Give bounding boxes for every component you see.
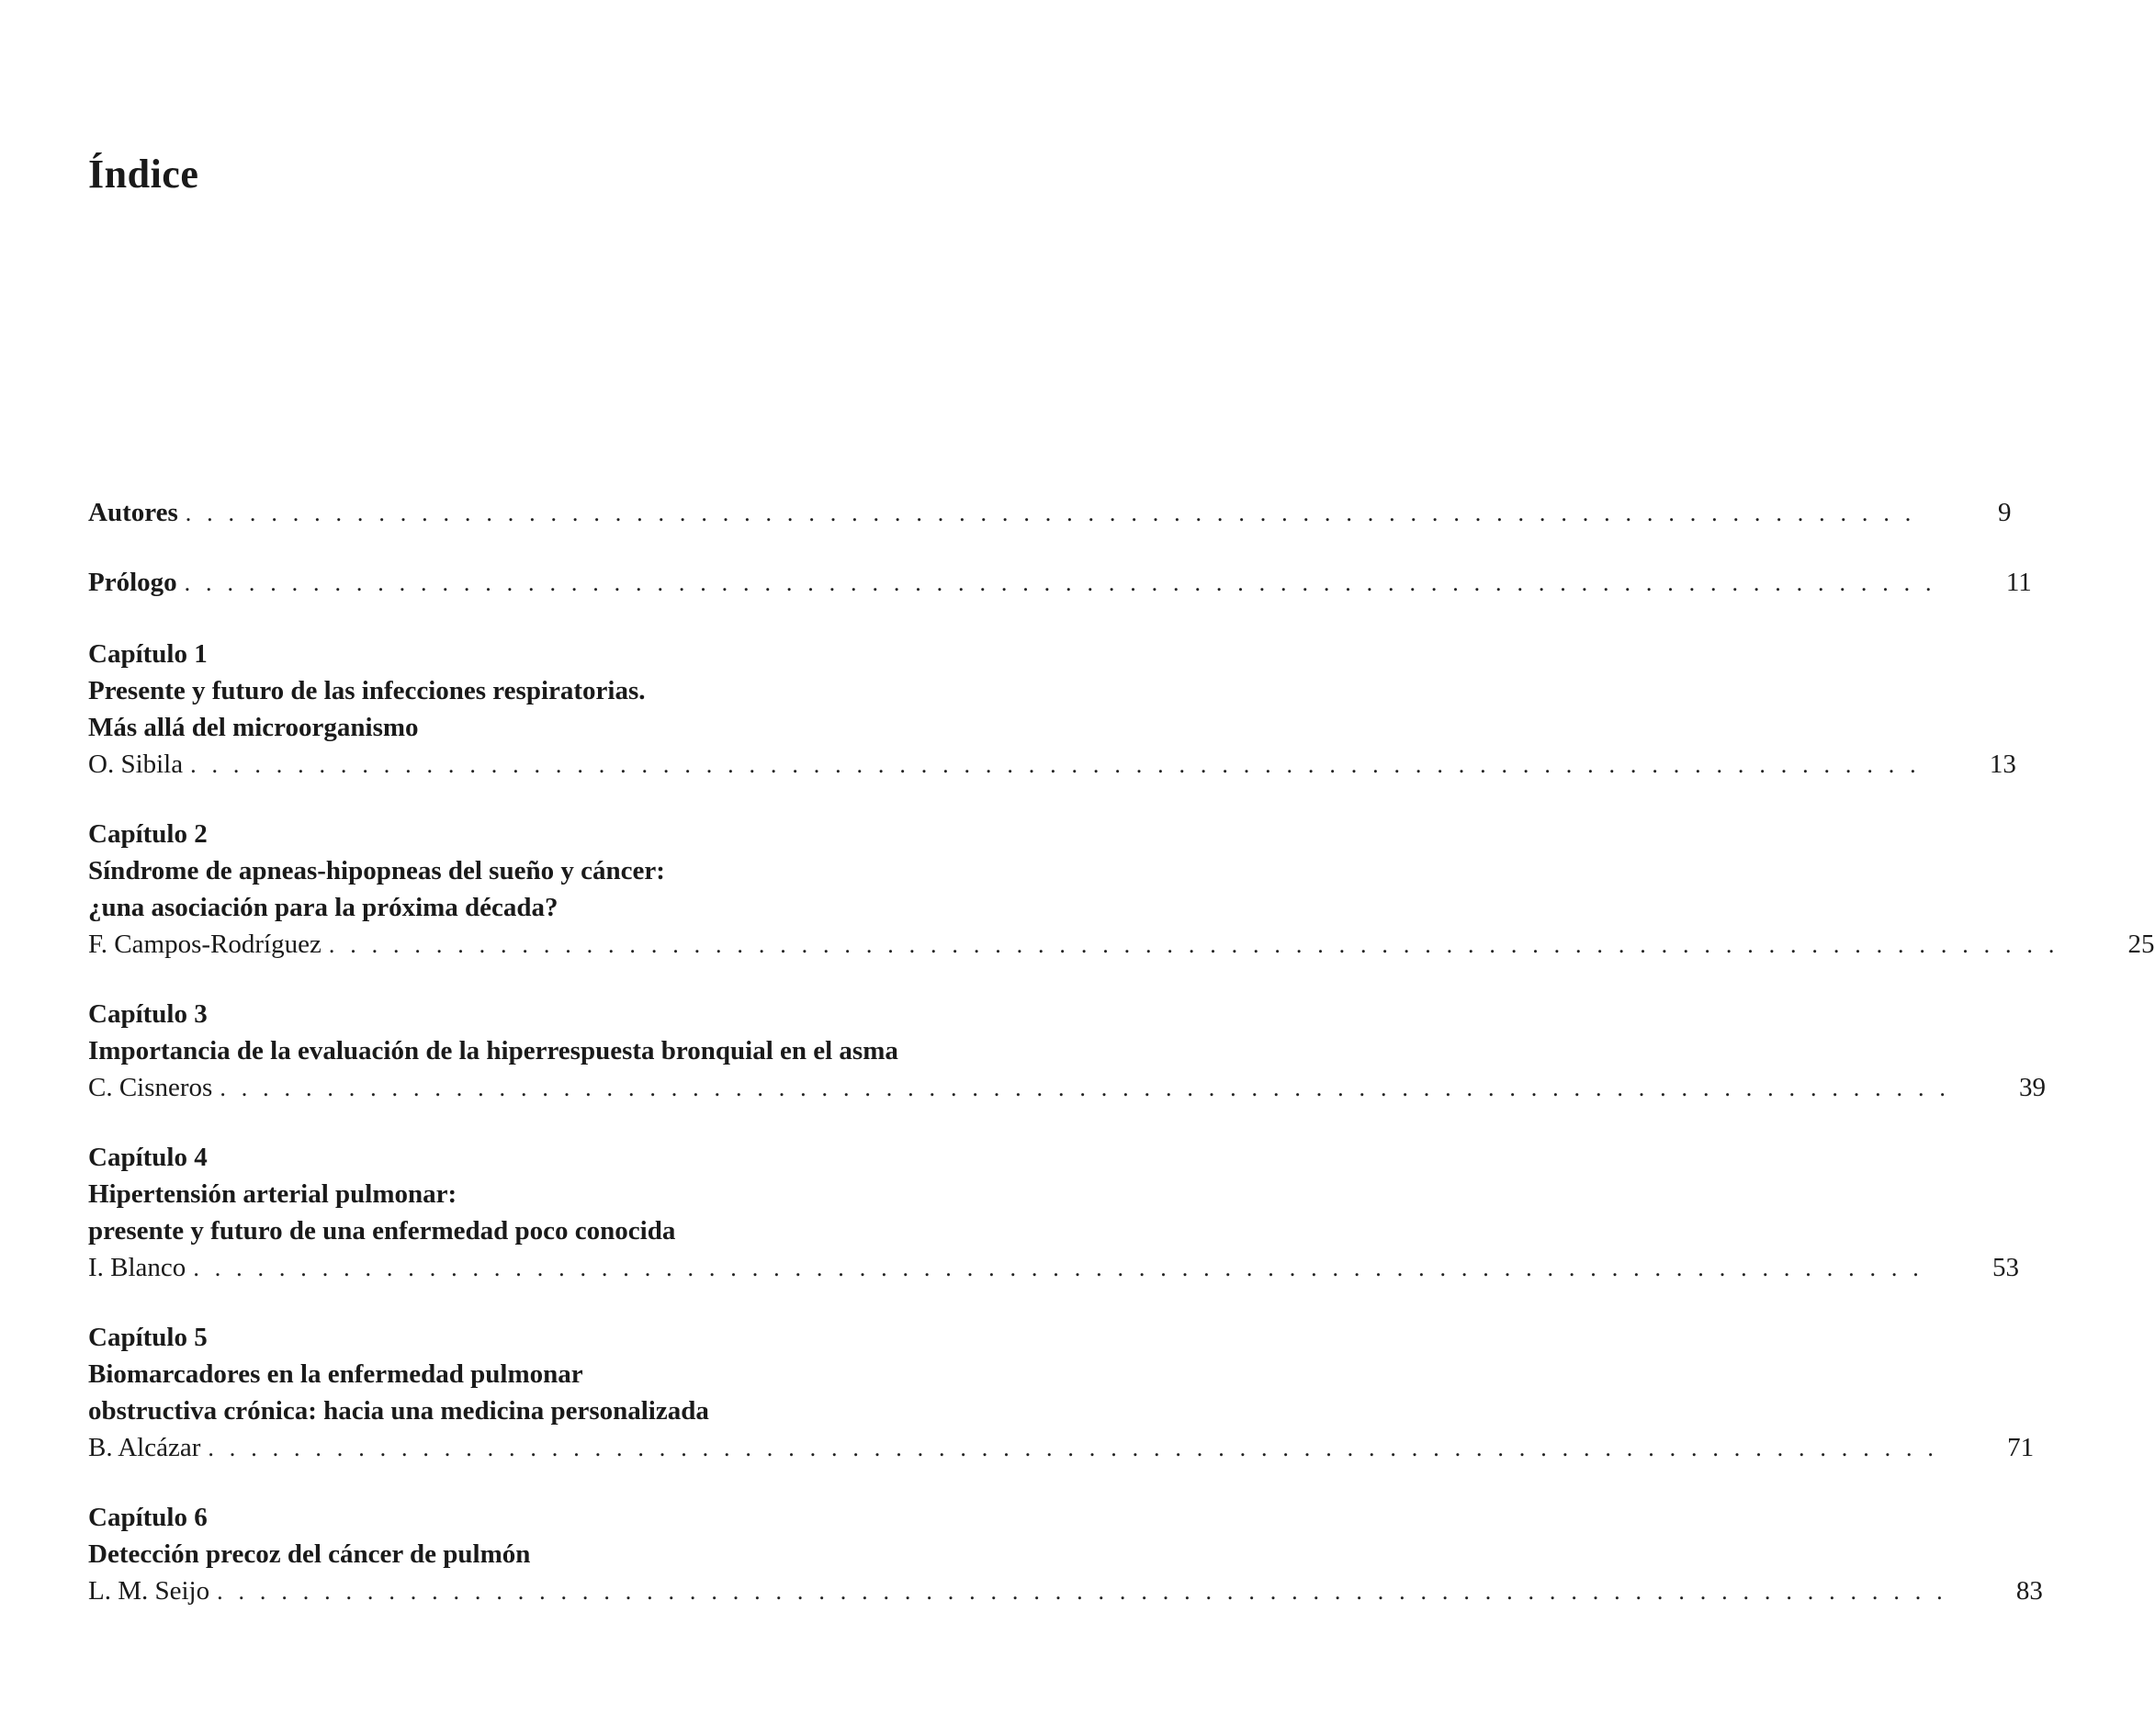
chapter-title-line: Hipertensión arterial pulmonar: [88,1179,457,1209]
chapter-author: L. M. Seijo [88,1576,210,1606]
dot-leader: . . . . . . . . . . . . . . . . . . . . . . . . . . . . . . . . . . . . . . . . . . . . . . . . . . . . . . . . . . . . . . . . . . . . . . . . . . . . . . . . . [208,1435,1939,1461]
chapter-number: Capítulo 3 [88,999,208,1029]
toc-entry-chapter-2[interactable] [88,816,2155,963]
page-number: 53 [1992,1253,2020,1282]
chapter-title-line: presente y futuro de una enfermedad poco conocida [88,1216,676,1246]
chapter-number: Capítulo 2 [88,819,208,849]
toc-entry-chapter-6[interactable] [88,1499,2043,1609]
toc-entry-chapter-4[interactable] [88,1139,2020,1286]
dot-leader: . . . . . . . . . . . . . . . . . . . . . . . . . . . . . . . . . . . . . . . . . . . . . . . . . . . . . . . . . . . . . . . . . . . . . . . . . . . . . . . . . [328,931,2059,958]
chapter-number: Capítulo 6 [88,1503,208,1532]
chapter-number: Capítulo 5 [88,1323,208,1352]
page-number: 25 [2127,930,2155,959]
toc-entry-chapter-1[interactable] [88,636,2016,783]
chapter-author: O. Sibila [88,750,184,779]
chapter-author: C. Cisneros [88,1073,213,1102]
toc-entry-chapter-5[interactable] [88,1319,2035,1466]
page-number: 83 [2015,1576,2043,1606]
chapter-title-line: obstructiva crónica: hacia una medicina personalizada [88,1396,709,1426]
toc-entry-prologo[interactable] [88,564,2032,601]
page-number: 71 [2007,1433,2035,1462]
page-number: 9 [1997,498,2012,527]
chapter-author: B. Alcázar [88,1433,201,1462]
toc-entry-chapter-3[interactable] [88,996,2047,1106]
chapter-title-line: Importancia de la evaluación de la hiperrespuesta bronquial en el asma [88,1036,898,1065]
page-title: Índice [88,152,199,197]
chapter-number: Capítulo 1 [88,639,208,669]
dot-leader: . . . . . . . . . . . . . . . . . . . . . . . . . . . . . . . . . . . . . . . . . . . . . . . . . . . . . . . . . . . . . . . . . . . . . . . . . . . . . . . . . [185,500,1916,526]
chapter-title-line: Síndrome de apneas-hipopneas del sueño y cáncer: [88,856,665,885]
dot-leader: . . . . . . . . . . . . . . . . . . . . . . . . . . . . . . . . . . . . . . . . . . . . . . . . . . . . . . . . . . . . . . . . . . . . . . . . . . . . . . . . . [217,1578,1947,1605]
chapter-title-line: Detección precoz del cáncer de pulmón [88,1539,531,1569]
dot-leader: . . . . . . . . . . . . . . . . . . . . . . . . . . . . . . . . . . . . . . . . . . . . . . . . . . . . . . . . . . . . . . . . . . . . . . . . . . . . . . . . . . [184,569,1936,596]
page-number: 13 [1989,750,2016,779]
chapter-title-line: Más allá del microorganismo [88,713,419,742]
page-number: 11 [2005,568,2032,597]
dot-leader: . . . . . . . . . . . . . . . . . . . . . . . . . . . . . . . . . . . . . . . . . . . . . . . . . . . . . . . . . . . . . . . . . . . . . . . . . . . . . . . . . [220,1075,1951,1101]
chapter-number: Capítulo 4 [88,1143,208,1172]
dot-leader: . . . . . . . . . . . . . . . . . . . . . . . . . . . . . . . . . . . . . . . . . . . . . . . . . . . . . . . . . . . . . . . . . . . . . . . . . . . . . . . . . [190,751,1921,778]
dot-leader: . . . . . . . . . . . . . . . . . . . . . . . . . . . . . . . . . . . . . . . . . . . . . . . . . . . . . . . . . . . . . . . . . . . . . . . . . . . . . . . . . [193,1255,1924,1281]
entry-label: Prólogo [88,568,177,597]
chapter-author: F. Campos-Rodríguez [88,930,322,959]
chapter-author: I. Blanco [88,1253,186,1282]
toc-entry-autores[interactable] [88,494,2012,531]
page-number: 39 [2019,1073,2047,1102]
entry-label: Autores [88,498,178,527]
chapter-title-line: Presente y futuro de las infecciones respiratorias. [88,676,646,705]
chapter-title-line: Biomarcadores en la enfermedad pulmonar [88,1359,583,1389]
chapter-title-line: ¿una asociación para la próxima década? [88,893,558,922]
